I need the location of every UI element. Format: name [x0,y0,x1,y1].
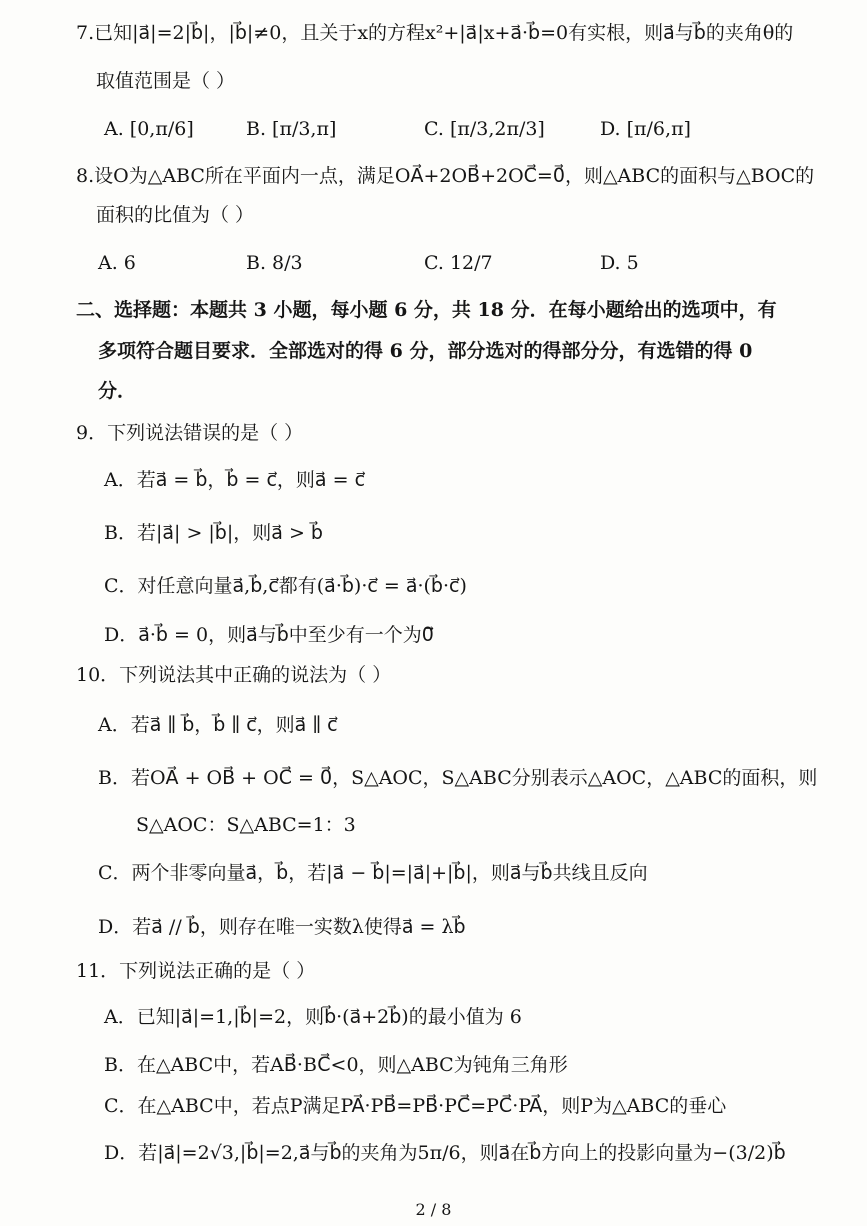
q7-option-d: D. [π/6,π] [600,118,691,140]
q8-option-b: B. 8/3 [246,252,303,274]
q7-option-b: B. [π/3,π] [246,118,337,140]
q10-option-d: D．若a⃗ // b⃗，则存在唯一实数λ使得a⃗ = λb⃗ [98,916,466,938]
q7-stem-line2: 取值范围是（ ） [96,70,236,92]
q7-option-a: A. [0,π/6] [104,118,194,140]
q11-option-c: C．在△ABC中，若点P满足PA⃗·PB⃗=PB⃗·PC⃗=PC⃗·PA⃗，则P为△ABC的垂心 [104,1095,727,1117]
section2-line1: 二、选择题：本题共 3 小题，每小题 6 分，共 18 分．在每小题给出的选项中，有 [76,299,777,321]
q7-stem-line1: 7.已知|a⃗|=2|b⃗|，|b⃗|≠0，且关于x的方程x²+|a⃗|x+a⃗·b⃗=0有实根，则a⃗与b⃗的夹角θ的 [76,22,794,44]
q7-option-c: C. [π/3,2π/3] [424,118,545,140]
q11-option-d: D．若|a⃗|=2√3,|b⃗|=2,a⃗与b⃗的夹角为5π/6，则a⃗在b⃗方向上的投影向量为−(3/2)b⃗ [104,1142,786,1164]
q9-stem: 9．下列说法错误的是（ ） [76,422,304,444]
q10-option-b-line2: S△AOC：S△ABC=1：3 [136,814,356,836]
q8-stem-line2: 面积的比值为（ ） [96,204,255,226]
q11-option-a: A．已知|a⃗|=1,|b⃗|=2，则b⃗·(a⃗+2b⃗)的最小值为 6 [104,1006,522,1028]
q11-option-b: B．在△ABC中，若AB⃗·BC⃗<0，则△ABC为钝角三角形 [104,1054,568,1076]
q9-option-b: B．若|a⃗| > |b⃗|，则a⃗ > b⃗ [104,522,323,544]
q8-option-a: A. 6 [98,252,136,274]
section2-line3: 分． [98,380,137,402]
q10-stem: 10．下列说法其中正确的说法为（ ） [76,664,392,686]
q10-option-b-line1: B．若OA⃗ + OB⃗ + OC⃗ = 0⃗，S△AOC，S△ABC分别表示△AOC，△ABC的面积，则 [98,767,818,789]
q8-stem-line1: 8.设O为△ABC所在平面内一点，满足OA⃗+2OB⃗+2OC⃗=0⃗，则△ABC的面积与△BOC的 [76,165,815,187]
q8-option-d: D. 5 [600,252,639,274]
q9-option-a: A．若a⃗ = b⃗，b⃗ = c⃗，则a⃗ = c⃗ [104,469,366,491]
page-number: 2 / 8 [415,1200,452,1219]
q9-option-c: C．对任意向量a⃗,b⃗,c⃗都有(a⃗·b⃗)·c⃗ = a⃗·(b⃗·c⃗) [104,575,467,597]
section2-line2: 多项符合题目要求．全部选对的得 6 分，部分选对的得部分分，有选错的得 0 [98,340,753,362]
q9-option-d: D．a⃗·b⃗ = 0，则a⃗与b⃗中至少有一个为0⃗ [104,624,434,646]
q10-option-c: C．两个非零向量a⃗，b⃗，若|a⃗ − b⃗|=|a⃗|+|b⃗|，则a⃗与b⃗共线且反向 [98,862,648,884]
q11-stem: 11．下列说法正确的是（ ） [76,960,316,982]
q8-option-c: C. 12/7 [424,252,493,274]
q10-option-a: A．若a⃗ ∥ b⃗，b⃗ ∥ c⃗，则a⃗ ∥ c⃗ [98,714,338,736]
